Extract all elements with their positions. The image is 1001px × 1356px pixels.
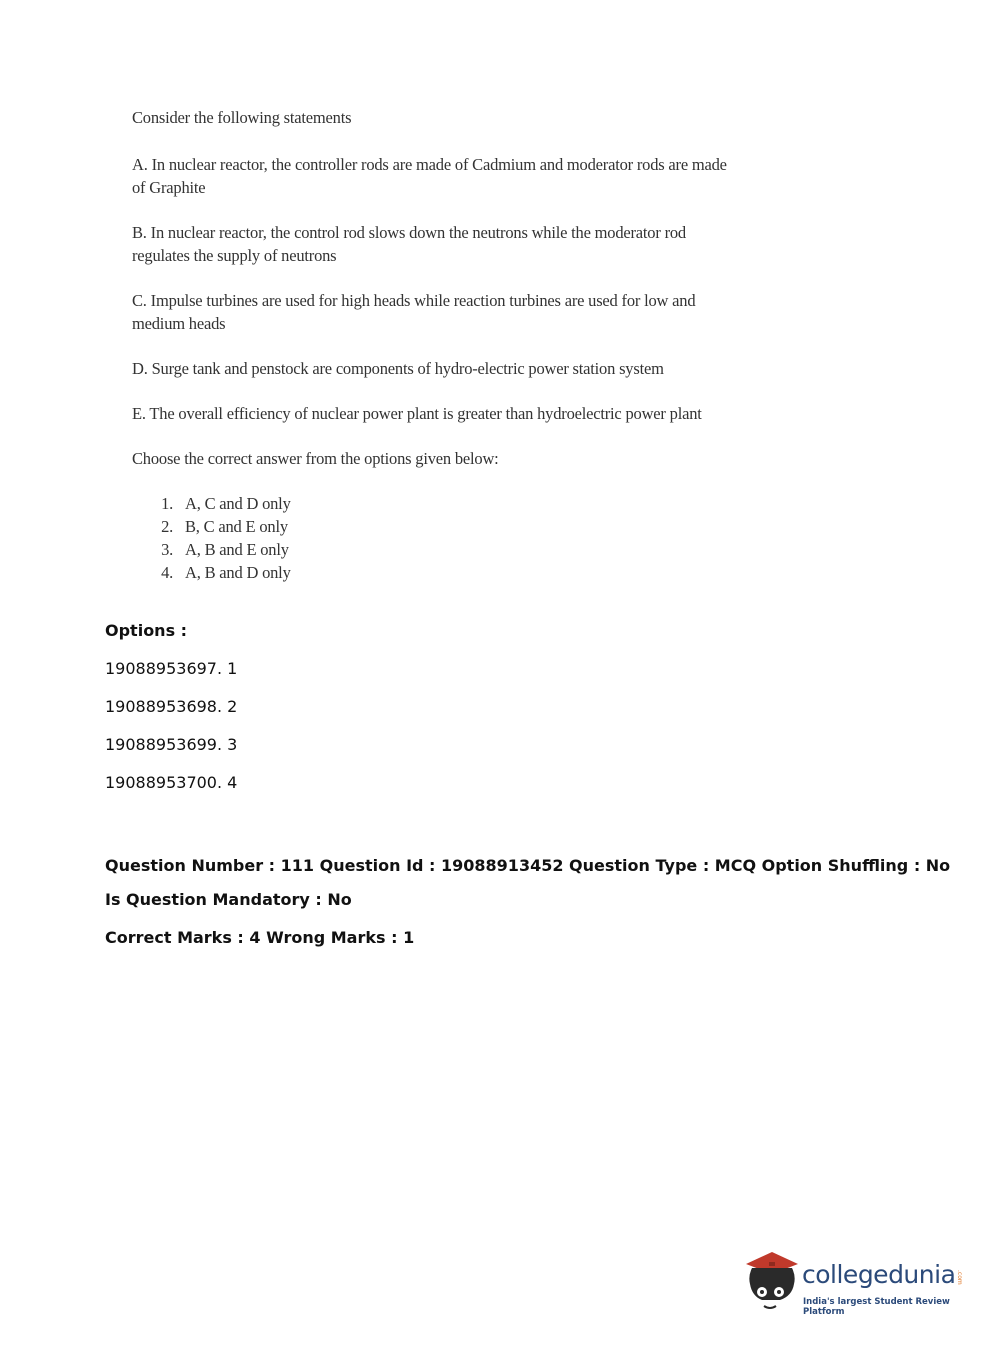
- statement-c: C. Impulse turbines are used for high heads while reaction turbines are used for low and medium heads: [132, 291, 696, 333]
- question-marks-line: Correct Marks : 4 Wrong Marks : 1: [105, 928, 415, 947]
- logo-tagline: India's largest Student Review Platform: [803, 1297, 950, 1317]
- logo-domain-suffix: .com: [956, 1270, 963, 1285]
- mascot-icon: [742, 1246, 802, 1316]
- statement-b: B. In nuclear reactor, the control rod slows down the neutrons while the moderator rod regulates the supply of neutrons: [132, 223, 686, 265]
- statement-d: D. Surge tank and penstock are components of hydro-electric power station system: [132, 359, 664, 378]
- choice-list: [132, 492, 732, 584]
- options-label: Options :: [105, 621, 188, 640]
- question-mandatory-line: Is Question Mandatory : No: [105, 890, 352, 909]
- question-meta-line: Question Number : 111 Question Id : 19088913452 Question Type : MCQ Option Shuffling : No: [105, 856, 951, 875]
- statement-a: A. In nuclear reactor, the controller rods are made of Cadmium and moderator rods are made of Graphite: [132, 155, 727, 197]
- choice-item: 1. A, C and D only: [177, 492, 732, 515]
- question-intro: Consider the following statements: [132, 108, 352, 127]
- choice-item: 4. A, B and D only: [177, 561, 732, 584]
- option-item: 19088953697. 1: [105, 659, 238, 678]
- question-image: [132, 106, 732, 584]
- choice-item: 2. B, C and E only: [177, 515, 732, 538]
- option-item: 19088953699. 3: [105, 735, 238, 754]
- logo-brand-text: collegedunia: [802, 1260, 956, 1289]
- option-item: 19088953698. 2: [105, 697, 238, 716]
- option-item: 19088953700. 4: [105, 773, 238, 792]
- choice-item: 3. A, B and E only: [177, 538, 732, 561]
- collegedunia-logo: [742, 1246, 972, 1316]
- choose-instruction: Choose the correct answer from the options given below:: [132, 449, 499, 468]
- statement-e: E. The overall efficiency of nuclear power plant is greater than hydroelectric power plant: [132, 404, 702, 423]
